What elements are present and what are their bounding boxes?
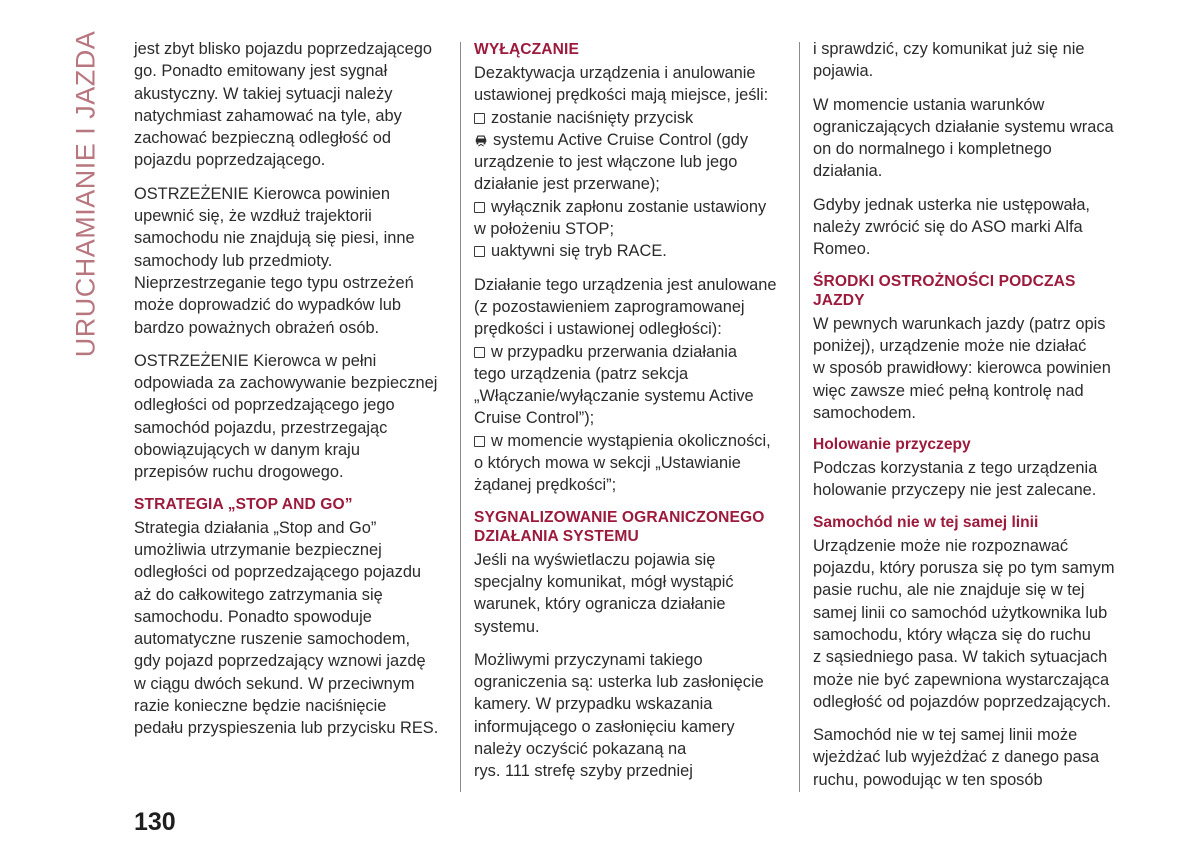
text-line: samochodu. Ponadto spowoduje — [134, 607, 372, 626]
text-line: upewnić się, że wzdłuż trajektorii — [134, 207, 372, 226]
bullet-text: zostanie naciśnięty przycisk — [491, 108, 694, 127]
text-line: automatyczne ruszenie samochodem, — [134, 630, 411, 649]
text-line: natychmiast zahamować na tyle, aby — [134, 106, 402, 125]
text-line: razie konieczne będzie naciśnięcie — [134, 697, 387, 716]
text-line: samochód pojazdu, przestrzegając — [134, 418, 388, 437]
text-line: pedału przyspieszenia lub przycisku RES. — [134, 719, 439, 738]
text-line: systemu. — [474, 617, 540, 636]
paragraph — [813, 535, 1133, 713]
bullet-text: o których mowa w sekcji „Ustawianie — [474, 454, 741, 473]
checkbox-bullet-icon — [474, 347, 485, 358]
text-line: on do normalnego i kompletnego — [813, 140, 1052, 159]
text-line: może nie być zapewniona wystarczająca — [813, 670, 1110, 689]
paragraph — [813, 724, 1133, 791]
text-line: Jeśli na wyświetlaczu pojawia się — [474, 550, 716, 569]
text-line: pasie ruchu, ale nie znajduje się w tej — [813, 581, 1085, 600]
text-line: samochodem. — [813, 403, 916, 422]
text-line: informującego o zasłonięciu kamery — [474, 717, 735, 736]
bullet-text: Cruise Control”); — [474, 409, 595, 428]
section-heading-stop-and-go: STRATEGIA „STOP AND GO” — [134, 495, 353, 513]
text-line: W momencie ustania warunków — [813, 95, 1045, 114]
text-line: W pewnych warunkach jazdy (patrz opis — [813, 314, 1106, 333]
text-line: samochodu, który włącza się do ruchu — [813, 625, 1091, 644]
text-line: należy oczyścić pokazaną na — [474, 740, 687, 759]
text-line: jest zbyt blisko pojazdu poprzedzającego — [134, 40, 432, 58]
paragraph — [474, 549, 784, 638]
text-line: Strategia działania „Stop and Go” — [134, 518, 377, 537]
text-line: pojawia. — [813, 62, 874, 81]
bullet-text: wyłącznik zapłonu zostanie ustawiony — [491, 197, 767, 216]
paragraph — [813, 94, 1133, 183]
text-line: JAZDY — [813, 291, 865, 309]
text-line: w ciągu dwóch sekund. W przeciwnym — [134, 674, 415, 693]
bullet-item — [474, 107, 784, 196]
text-line: może doprowadzić do wypadków lub — [134, 296, 401, 315]
section-heading-limited-operation — [474, 508, 784, 546]
text-line: Romeo. — [813, 240, 871, 259]
text-line: Podczas korzystania z tego urządzenia — [813, 459, 1098, 478]
paragraph — [134, 517, 454, 740]
subheading-vehicle-not-in-line: Samochód nie w tej samej linii — [813, 513, 1039, 531]
text-line: odległości od poprzedzającego pojazdu — [134, 563, 422, 582]
text-line: Możliwymi przyczynami takiego — [474, 650, 703, 669]
text-line: (z pozostawieniem zaprogramowanej — [474, 297, 745, 316]
text-line: prędkości i ustawionej odległości): — [474, 320, 722, 339]
text-line: ustawionej prędkości mają miejsce, jeśli: — [474, 86, 769, 105]
section-heading-wylaczanie: WYŁĄCZANIE — [474, 41, 579, 58]
text-line: Samochód nie w tej samej linii może — [813, 726, 1078, 745]
text-column-2 — [474, 38, 784, 794]
text-line: Działanie tego urządzenia jest anulowane — [474, 275, 777, 294]
chapter-title-text: URUCHAMIANIE I JAZDA — [70, 30, 101, 358]
text-line: odległość od pojazdów poprzedzających. — [813, 692, 1111, 711]
bullet-text: w położeniu STOP; — [474, 220, 615, 239]
checkbox-bullet-icon — [474, 436, 485, 447]
warning-paragraph — [134, 350, 454, 484]
text-line: w sposób prawidłowy: kierowca powinien — [813, 359, 1111, 378]
bullet-text: urządzenie to jest włączone lub jego — [474, 153, 738, 172]
text-line: ograniczenia są: usterka lub zasłonięcie — [474, 673, 764, 692]
text-line: samej linii co samochód użytkownika lub — [813, 603, 1108, 622]
bullet-text: w momencie wystąpienia okoliczności, — [491, 431, 771, 450]
text-line: akustyczny. W takiej sytuacji należy — [134, 84, 393, 103]
text-line: go. Ponadto emitowany jest sygnał — [134, 62, 388, 81]
section-heading-driving-precautions — [813, 272, 1133, 310]
text-line: bardzo poważnych obrażeń osób. — [134, 318, 380, 337]
text-line: ograniczających działanie systemu wraca — [813, 117, 1114, 136]
paragraph — [813, 194, 1133, 261]
bullet-text: tego urządzenia (patrz sekcja — [474, 364, 689, 383]
text-line: holowanie przyczepy nie jest zalecane. — [813, 481, 1097, 500]
bullet-text: uaktywni się tryb RACE. — [491, 242, 667, 261]
page-number: 130 — [134, 808, 176, 836]
bullet-item — [474, 196, 784, 241]
bullet-item — [474, 341, 784, 430]
bullet-text: w przypadku przerwania działania — [491, 342, 737, 361]
paragraph — [474, 649, 784, 783]
text-line: pojazdu, który porusza się po tym samym — [813, 559, 1115, 578]
text-line: SYGNALIZOWANIE OGRANICZONEGO — [474, 508, 765, 526]
text-line: Dezaktywacja urządzenia i anulowanie — [474, 64, 756, 82]
paragraph — [813, 457, 1133, 502]
paragraph — [813, 38, 1133, 83]
text-line: działania. — [813, 162, 883, 181]
text-line: gdy pojazd poprzedzający wznowi jazdę — [134, 652, 426, 671]
text-line: więc zawsze mieć pełną kontrolę nad — [813, 381, 1084, 400]
text-line: Gdyby jednak usterka nie ustępowała, — [813, 195, 1090, 214]
bullet-item — [474, 430, 784, 497]
paragraph — [474, 274, 784, 341]
bullet-text: systemu Active Cruise Control (gdy — [493, 130, 749, 149]
column-divider — [460, 42, 461, 792]
bullet-text: działanie jest przerwane); — [474, 175, 660, 194]
text-line: samochodu nie znajdują się piesi, inne — [134, 229, 415, 248]
paragraph — [134, 38, 454, 172]
column-divider — [799, 42, 800, 792]
warning-paragraph — [134, 183, 454, 339]
text-line: samochody lub przedmioty. — [134, 251, 333, 270]
text-line: wjeżdżać lub wyjeżdżać z danego pasa — [813, 748, 1100, 767]
text-line: i sprawdzić, czy komunikat już się nie — [813, 40, 1085, 58]
text-line: Urządzenie może nie rozpoznawać — [813, 536, 1069, 555]
text-line: z sąsiedniego pasa. W takich sytuacjach — [813, 648, 1108, 667]
text-column-3 — [813, 38, 1133, 802]
text-line: ruchu, powodując w ten sposób — [813, 770, 1043, 789]
text-line: warunek, który ogranicza działanie — [474, 595, 726, 614]
text-column-1 — [134, 38, 454, 751]
text-line: aż do całkowitego zatrzymania się — [134, 585, 383, 604]
text-line: OSTRZEŻENIE Kierowca powinien — [134, 184, 390, 203]
text-line: pojazdu poprzedzającego. — [134, 151, 326, 170]
text-line: specjalny komunikat, mógł wystąpić — [474, 572, 734, 591]
bullet-text: „Włączanie/wyłączanie systemu Active — [474, 387, 754, 406]
chapter-side-title — [66, 30, 106, 358]
paragraph — [474, 62, 784, 107]
text-line: kamery. W przypadku wskazania — [474, 695, 713, 714]
bullet-item — [474, 240, 784, 262]
checkbox-bullet-icon — [474, 246, 485, 257]
text-line: zachować bezpieczną odległość od — [134, 129, 391, 148]
active-cruise-control-icon — [474, 133, 488, 147]
text-line: należy zwrócić się do ASO marki Alfa — [813, 218, 1083, 237]
text-line: ŚRODKI OSTROŻNOŚCI PODCZAS — [813, 272, 1076, 290]
checkbox-bullet-icon — [474, 113, 485, 124]
paragraph — [813, 313, 1133, 424]
text-line: obowiązujących w danym kraju — [134, 441, 360, 460]
checkbox-bullet-icon — [474, 202, 485, 213]
bullet-text: żądanej prędkości”; — [474, 476, 617, 495]
subheading-trailer-towing: Holowanie przyczepy — [813, 436, 971, 454]
text-line: przepisów ruchu drogowego. — [134, 463, 344, 482]
text-line: odległości od poprzedzającego jego — [134, 396, 395, 415]
text-line: DZIAŁANIA SYSTEMU — [474, 527, 639, 545]
text-line: Nieprzestrzeganie tego typu ostrzeżeń — [134, 273, 414, 292]
text-line: OSTRZEŻENIE Kierowca w pełni — [134, 351, 377, 370]
text-line: rys. 111 strefę szyby przedniej — [474, 762, 693, 781]
text-line: poniżej), urządzenie może nie działać — [813, 336, 1087, 355]
text-line: odpowiada za zachowywanie bezpiecznej — [134, 374, 438, 393]
text-line: umożliwia utrzymanie bezpiecznej — [134, 540, 382, 559]
